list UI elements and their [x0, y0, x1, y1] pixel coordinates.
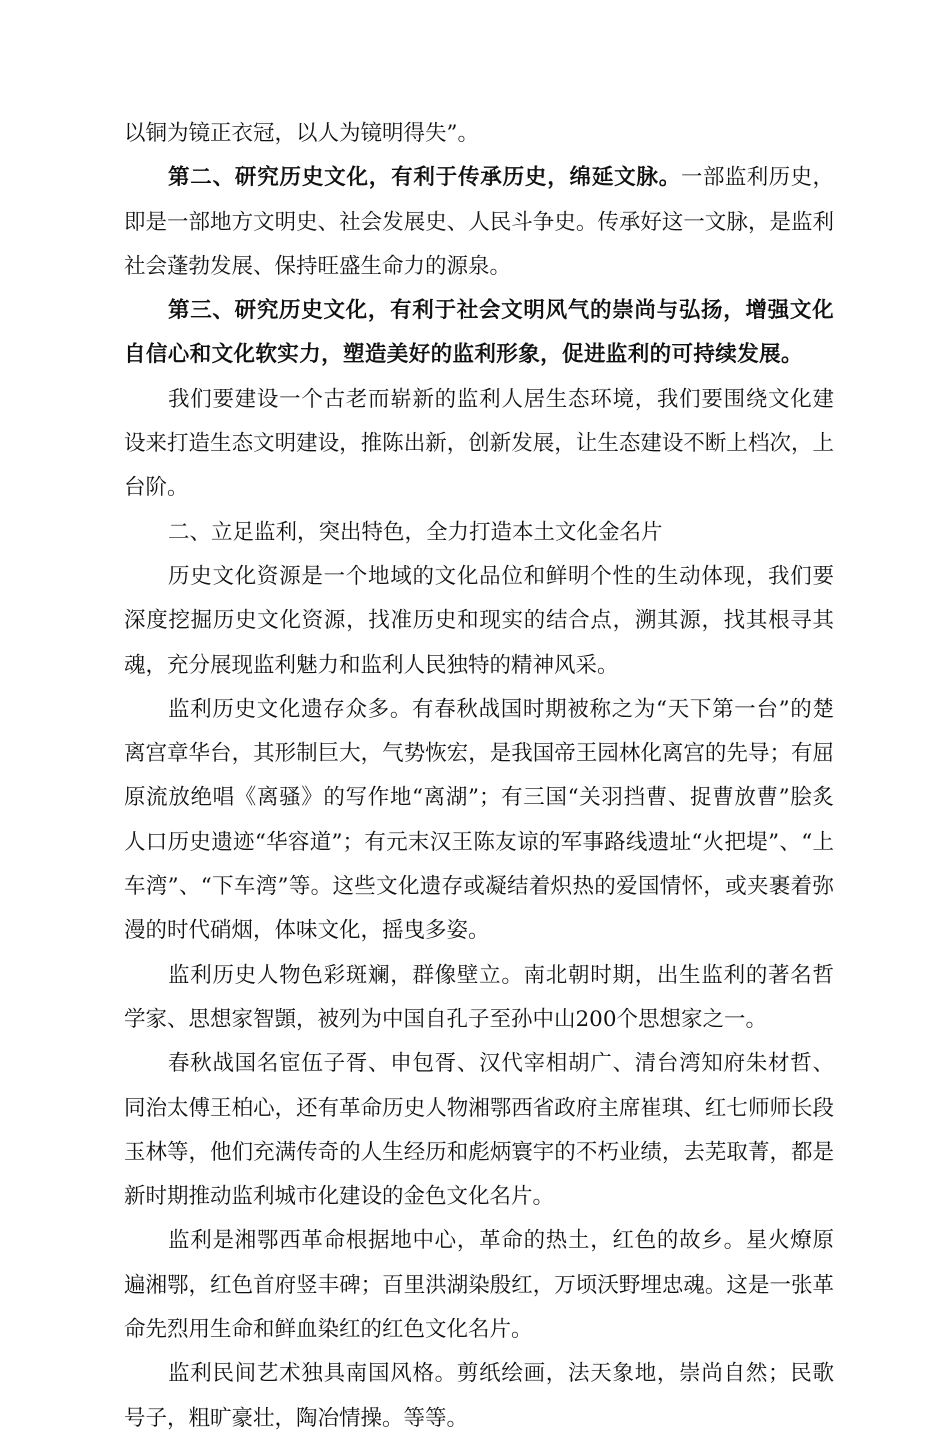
paragraph-10 — [124, 1219, 834, 1352]
paragraph-1 — [124, 112, 834, 156]
paragraph-text: 我们要建设一个古老而崭新的监利人居生态环境，我们要围绕文化建设来打造生态文明建设，推陈出新，创新发展，让生态建设不断上档次，上台阶。 — [124, 386, 834, 501]
paragraph-text: 监利历史文化遗存众多。有春秋战国时期被称之为“天下第一台”的楚离宫章华台，其形制巨大，气势恢宏，是我国帝王园林化离宫的先导；有屈原流放绝唱《离骚》的写作地“离湖”；有三国“关羽挡曹、捉曹放曹”脍炙人口历史遗迹“华容道”；有元末汉王陈友谅的军事路线遗址“火把堤”、“上车湾”、“下车湾”等。这些文化遗存或凝结着炽热的爱国情怀，或夹裹着弥漫的时代硝烟，体味文化，摇曳多姿。 — [124, 696, 834, 944]
paragraph-8 — [124, 954, 834, 1043]
paragraph-text: 监利民间艺术独具南国风格。剪纸绘画，法天象地，崇尚自然；民歌号子，粗旷豪壮，陶冶情操。等等。 — [124, 1361, 834, 1431]
paragraph-text: 监利历史人物色彩斑斓，群像壁立。南北朝时期，出生监利的著名哲学家、思想家智顗，被列为中国自孔子至孙中山200个思想家之一。 — [124, 962, 834, 1032]
section-heading — [124, 511, 834, 555]
paragraph-11 — [124, 1352, 834, 1441]
paragraph-text: 以铜为镜正衣冠，以人为镜明得失”。 — [124, 121, 479, 146]
paragraph-bold-lead: 第三、研究历史文化，有利于社会文明风气的崇尚与弘扬，增强文化自信心和文化软实力，塑造美好的监利形象，促进监利的可持续发展。 — [124, 298, 834, 368]
paragraph-text: 一部监利历史，即是一部地方文明史、社会发展史、人民斗争史。传承好这一文脉，是监利社会蓬勃发展、保持旺盛生命力的源泉。 — [124, 165, 834, 279]
paragraph-2 — [124, 156, 834, 289]
paragraph-text: 春秋战国名宦伍子胥、申包胥、汉代宰相胡广、清台湾知府朱材哲、同治太傅王柏心，还有革命历史人物湘鄂西省政府主席崔琪、红七师师长段玉林等，他们充满传奇的人生经历和彪炳寰宇的不朽业绩，去芜取菁，都是新时期推动监利城市化建设的金色文化名片。 — [124, 1051, 834, 1210]
section-heading-text: 二、立足监利，突出特色，全力打造本土文化金名片 — [168, 519, 663, 545]
paragraph-7 — [124, 688, 834, 954]
paragraph-bold-lead: 第二、研究历史文化，有利于传承历史，绵延文脉。 — [168, 165, 682, 191]
paragraph-6 — [124, 555, 834, 688]
paragraph-text: 监利是湘鄂西革命根据地中心，革命的热土，红色的故乡。星火燎原遍湘鄂，红色首府竖丰碑；百里洪湖染殷红，万顷沃野埋忠魂。这是一张革命先烈用生命和鲜血染红的红色文化名片。 — [124, 1228, 834, 1343]
paragraph-3 — [124, 289, 834, 378]
paragraph-text: 历史文化资源是一个地域的文化品位和鲜明个性的生动体现，我们要深度挖掘历史文化资源，找准历史和现实的结合点，溯其源，找其根寻其魂，充分展现监利魅力和监利人民独特的精神风采。 — [124, 563, 834, 678]
paragraph-4 — [124, 378, 834, 511]
document-body — [124, 112, 834, 1441]
paragraph-9 — [124, 1042, 834, 1219]
